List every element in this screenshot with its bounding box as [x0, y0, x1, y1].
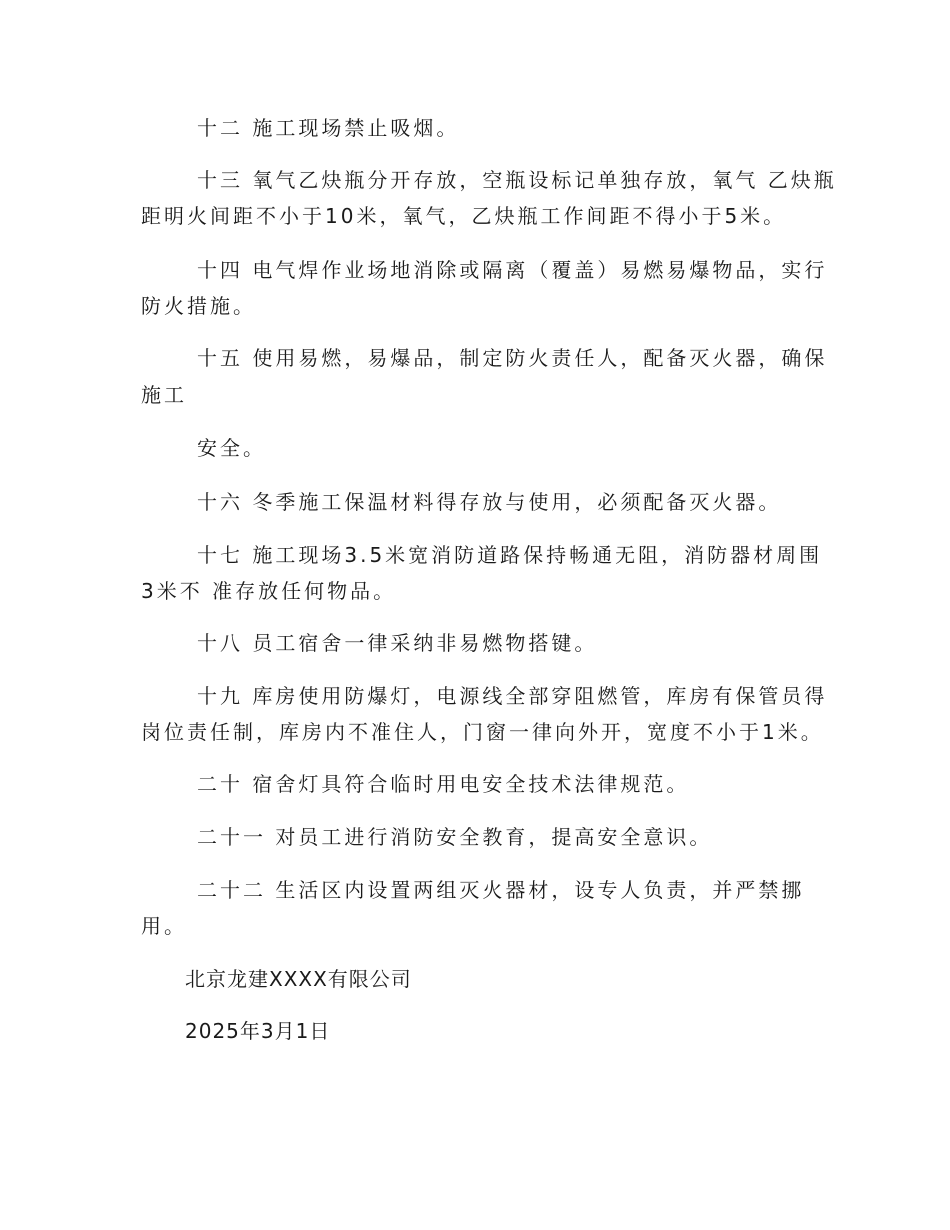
item-21-line-1: 二十一 对员工进行消防安全教育，提高安全意识。 — [197, 825, 713, 849]
item-13-line-2: 距明火间距不小于10米，氧气，乙炔瓶工作间距不得小于5米。 — [141, 204, 787, 228]
item-14-line-1: 十四 电气焊作业场地消除或隔离（覆盖）易燃易爆物品，实行 — [197, 258, 828, 282]
item-19-line-2: 岗位责任制，库房内不准住人，门窗一律向外开，宽度不小于1米。 — [141, 720, 824, 744]
item-15-line-3: 安全。 — [197, 436, 266, 460]
item-12-line-1: 十二 施工现场禁止吸烟。 — [197, 116, 460, 140]
item-20-line-1: 二十 宿舍灯具符合临时用电安全技术法律规范。 — [197, 772, 690, 796]
item-15-line-1: 十五 使用易燃，易爆品，制定防火责任人，配备灭火器，确保 — [197, 346, 828, 370]
item-14-line-2: 防火措施。 — [141, 294, 256, 318]
item-16-line-1: 十六 冬季施工保温材料得存放与使用，必须配备灭火器。 — [197, 490, 782, 514]
item-22-line-2: 用。 — [141, 914, 187, 938]
item-17-line-2: 3米不 准存放任何物品。 — [141, 579, 397, 603]
company-name: 北京龙建XXXX有限公司 — [185, 967, 412, 991]
item-22-line-1: 二十二 生活区内设置两组灭火器材，设专人负责，并严禁挪 — [197, 878, 805, 902]
item-13-line-1: 十三 氧气乙炔瓶分开存放，空瓶设标记单独存放，氧气 乙炔瓶 — [197, 168, 837, 192]
item-18-line-1: 十八 员工宿舍一律采纳非易燃物搭键。 — [197, 631, 598, 655]
item-19-line-1: 十九 库房使用防爆灯，电源线全部穿阻燃管，库房有保管员得 — [197, 684, 828, 708]
document-date: 2025年3月1日 — [185, 1019, 331, 1043]
item-15-line-2: 施工 — [141, 383, 187, 407]
item-17-line-1: 十七 施工现场3.5米宽消防道路保持畅通无阻，消防器材周围 — [197, 543, 823, 567]
